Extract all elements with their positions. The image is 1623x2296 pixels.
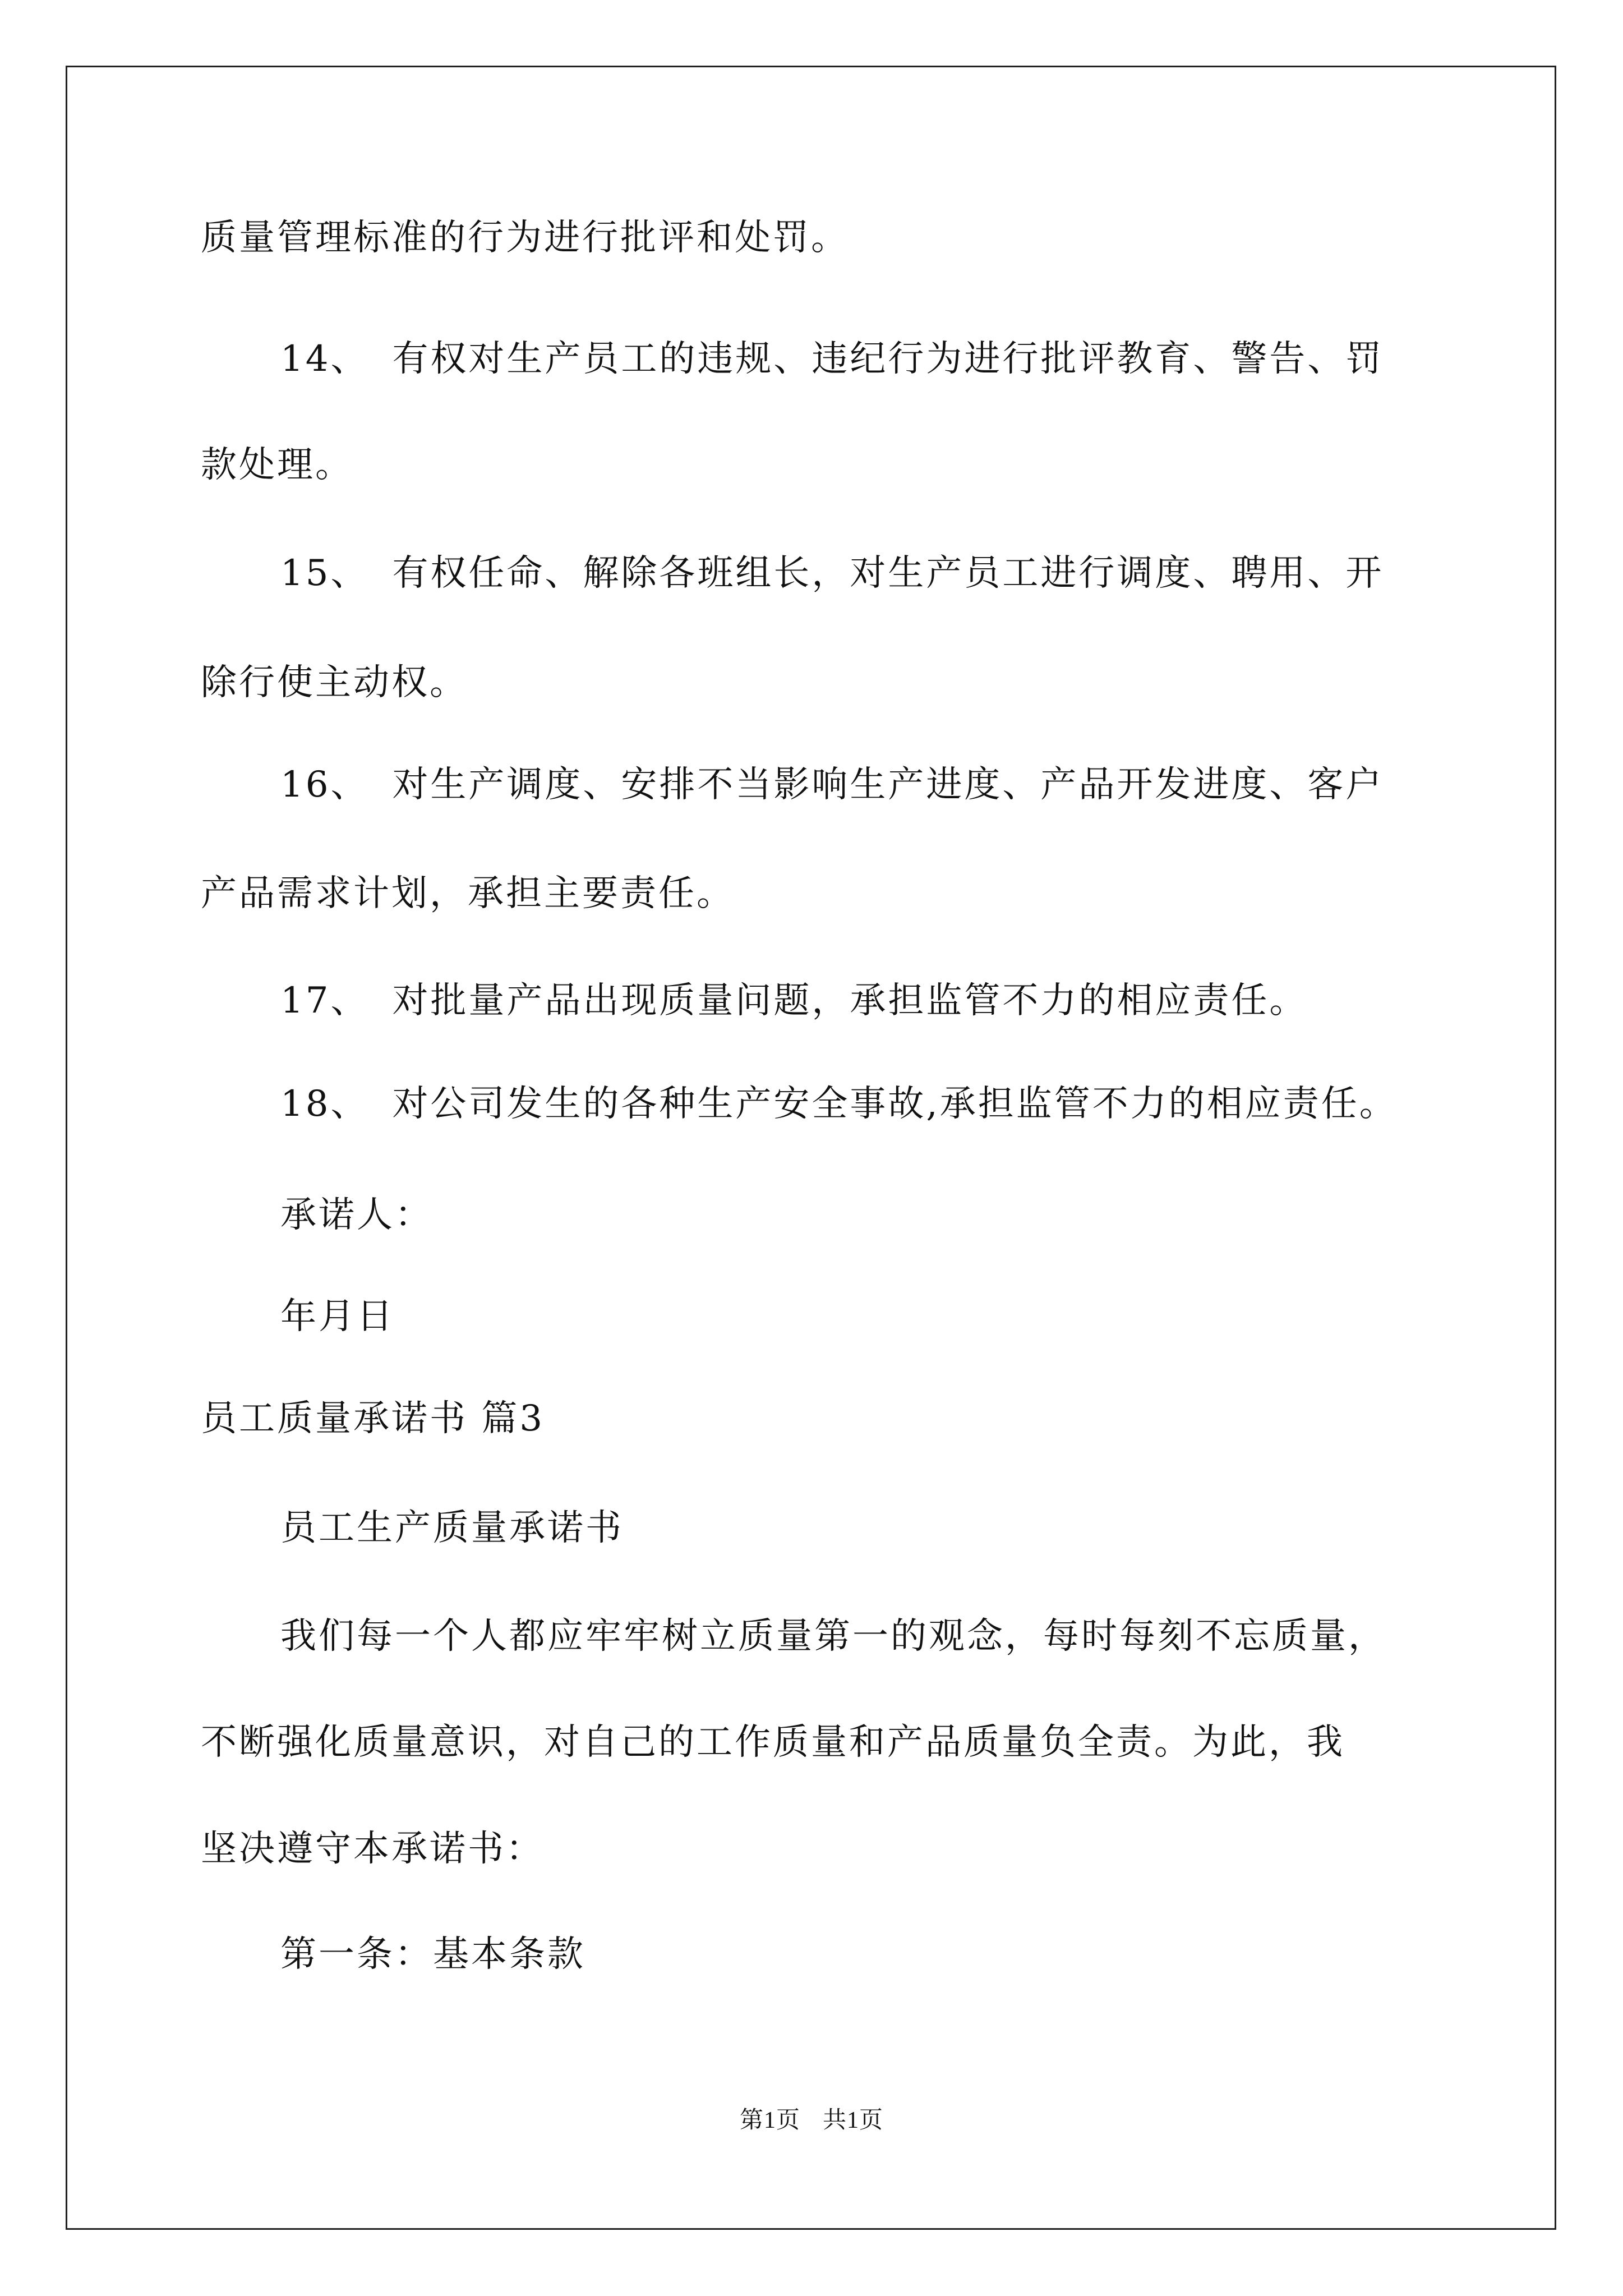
promisor-label xyxy=(280,1193,433,1237)
line-text: 有权任命、解除各班组长，对生产员工进行调度、聘用、开 xyxy=(392,553,1384,594)
item-number: 18、 xyxy=(280,1083,369,1125)
line-text: 年月日 xyxy=(280,1296,395,1337)
page-border xyxy=(66,66,1556,2230)
item-number: 17、 xyxy=(280,980,369,1022)
list-item-16 xyxy=(280,762,1384,807)
page-footer xyxy=(0,2105,1623,2136)
item-number: 15、 xyxy=(280,553,369,594)
line-text: 坚决遵守本承诺书： xyxy=(201,1828,544,1870)
paragraph-line xyxy=(201,1720,1345,1765)
line-text: 质量管理标准的行为进行批评和处罚。 xyxy=(201,217,849,259)
line-text: 不断强化质量意识，对自己的工作质量和产品质量负全责。为此，我 xyxy=(201,1722,1345,1763)
text-line-continuation xyxy=(201,660,468,705)
page-total: 共1页 xyxy=(823,2108,884,2133)
date-label xyxy=(280,1294,395,1339)
list-item-18 xyxy=(280,1082,1398,1126)
line-text: 对生产调度、安排不当影响生产进度、产品开发进度、客户 xyxy=(392,764,1384,806)
list-item-17 xyxy=(280,978,1307,1023)
line-text: 员工生产质量承诺书 xyxy=(280,1507,624,1549)
line-text: 对公司发生的各种生产安全事故,承担监管不力的相应责任。 xyxy=(392,1083,1398,1125)
line-text: 员工质量承诺书 篇3 xyxy=(201,1398,545,1439)
list-item-14 xyxy=(280,337,1384,381)
paragraph-line xyxy=(280,1614,1386,1659)
text-line-continuation xyxy=(201,871,735,916)
document-title xyxy=(280,1506,624,1550)
text-line-continuation xyxy=(201,215,849,260)
line-text: 第一条：基本条款 xyxy=(280,1934,585,1975)
paragraph-line xyxy=(201,1826,544,1871)
line-text: 款处理。 xyxy=(201,444,353,486)
line-text: 我们每一个人都应牢牢树立质量第一的观念，每时每刻不忘质量， xyxy=(280,1616,1386,1657)
line-text: 除行使主动权。 xyxy=(201,662,468,703)
item-number: 16、 xyxy=(280,764,369,806)
list-item-15 xyxy=(280,551,1384,596)
line-text: 承诺人： xyxy=(280,1194,433,1236)
line-text: 有权对生产员工的违规、违纪行为进行批评教育、警告、罚 xyxy=(392,338,1384,380)
page-current: 第1页 xyxy=(739,2108,800,2133)
section-heading xyxy=(201,1396,545,1441)
line-text: 产品需求计划，承担主要责任。 xyxy=(201,873,735,914)
article-heading xyxy=(280,1932,585,1977)
text-line-continuation xyxy=(201,443,353,487)
item-number: 14、 xyxy=(280,338,369,380)
line-text: 对批量产品出现质量问题，承担监管不力的相应责任。 xyxy=(392,980,1308,1022)
